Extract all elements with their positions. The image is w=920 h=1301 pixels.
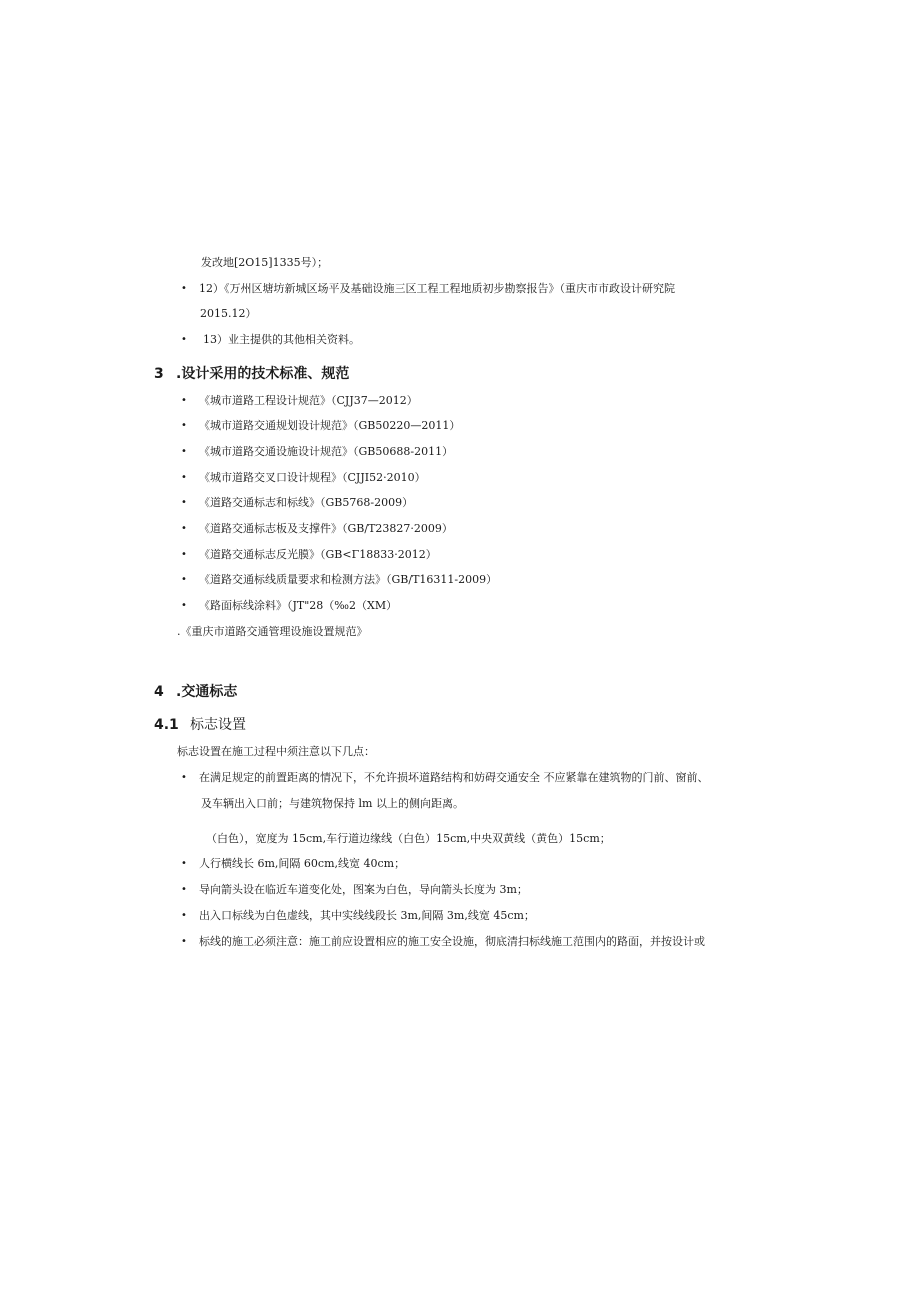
bullet-icon: • [181,910,187,921]
bullet-icon: • [181,936,187,947]
section-4-1-heading [154,716,246,734]
section-3-number: 3 [154,366,164,382]
section-3-title: .设计采用的技术标准、规范 [176,366,350,382]
standard-item-last: .《重庆市道路交通管理设施设置规范》 [177,625,368,638]
bullet-icon: • [181,395,187,406]
section-4-1-number: 4.1 [154,717,179,733]
standard-item: 《路面标线涂料》（JT"28（‰2（XM） [199,599,398,612]
ref-12-line2: 2015.12） [200,307,257,320]
bullet-icon: • [181,420,187,431]
standard-item: 《道路交通标志板及支撑件》（GB/T23827·2009） [199,522,453,535]
bullet-icon: • [181,772,187,783]
bullet-icon: • [181,574,187,585]
sign-setting-intro: 标志设置在施工过程中须注意以下几点： [177,745,375,758]
standard-item: 《城市道路交通设施设计规范》（GB50688-2011） [199,445,454,458]
marking-width-text: （白色），宽度为 15cm,车行道边缘线（白色）15cm,中央双黄线（黄色）15cm； [206,832,611,845]
standard-item: 《道路交通标线质量要求和检测方法》（GB/T16311-2009） [199,573,498,586]
bullet-icon: • [181,858,187,869]
marking-point: 出入口标线为白色虚线，其中实线线段长 3m,间隔 3m,线宽 45cm； [199,909,535,922]
standard-item: 《道路交通标志反光膜》（GB<Γ18833·2012） [199,548,437,561]
marking-point: 导向箭头设在临近车道变化处，图案为白色，导向箭头长度为 3m； [199,883,528,896]
section-3-heading [154,365,349,383]
section-4-heading [154,683,237,701]
bullet-icon: • [181,884,187,895]
sign-point-1-line2: 及车辆出入口前；与建筑物保持 lm 以上的侧向距离。 [201,797,464,810]
bullet-icon: • [181,283,187,294]
ref-12-line1: 12）《万州区塘坊新城区场平及基础设施三区工程工程地质初步勘察报告》（重庆市市政设计研究院 [199,282,675,295]
bullet-icon: • [181,549,187,560]
bullet-icon: • [181,472,187,483]
marking-point: 标线的施工必须注意：施工前应设置相应的施工安全设施，彻底清扫标线施工范围内的路面，并按设计或 [199,935,705,948]
ref-13: 13）业主提供的其他相关资料。 [203,333,360,346]
standard-item: 《城市道路交通规划设计规范》（GB50220—2011） [199,419,461,432]
standard-item: 《城市道路工程设计规范》（CJJ37—2012） [199,394,418,407]
standard-item: 《道路交通标志和标线》（GB5768-2009） [199,496,414,509]
ref-11-continuation: 发改地[2O15]1335号）； [201,256,329,269]
bullet-icon: • [181,600,187,611]
bullet-icon: • [181,523,187,534]
sign-point-1-line1: 在满足规定的前置距离的情况下，不允许损坏道路结构和妨碍交通安全 不应紧靠在建筑物的门前、窗前、 [199,771,709,784]
section-4-title: .交通标志 [176,684,238,700]
section-4-number: 4 [154,684,164,700]
bullet-icon: • [181,497,187,508]
bullet-icon: • [181,334,187,345]
section-4-1-title: 标志设置 [190,717,246,733]
marking-point: 人行横线长 6m,间隔 60cm,线宽 40cm； [199,857,406,870]
bullet-icon: • [181,446,187,457]
standard-item: 《城市道路交叉口设计规程》（CJJI52·2010） [199,471,426,484]
